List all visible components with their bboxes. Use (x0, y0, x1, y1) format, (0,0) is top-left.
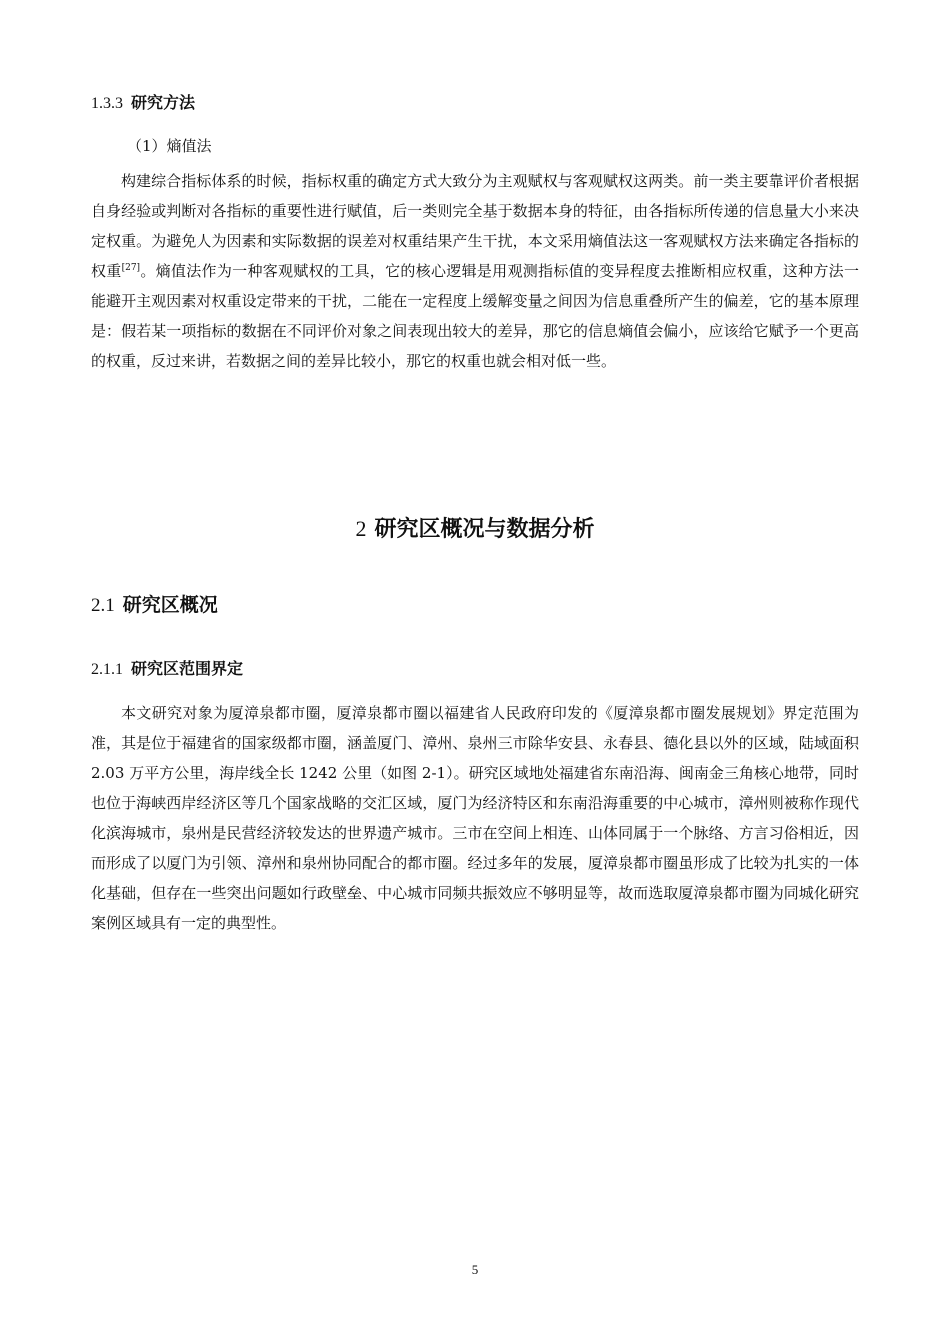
section-heading-2-1-1 (91, 659, 243, 680)
subsection-label-entropy: （1）熵值法 (127, 137, 212, 155)
paragraph-text: 构建综合指标体系的时候，指标权重的确定方式大致分为主观赋权与客观赋权这两类。前一类主要靠评价者根据自身经验或判断对各指标的重要性进行赋值，后一类则完全基于数据本身的特征，由各指标所传递的信息量大小来决定权重。为避免人为因素和实际数据的误差对权重结果产生干扰，本文采用熵值法这一客观赋权方法来确定各指标的权重 (91, 172, 859, 280)
section-number: 2.1.1 (91, 661, 123, 678)
section-title: 研究区概况 (122, 594, 218, 616)
section-heading-1-3-3 (91, 93, 195, 114)
section-title: 研究区范围界定 (131, 659, 244, 678)
section-number: 1.3.3 (91, 95, 123, 112)
paragraph-text: 。熵值法作为一种客观赋权的工具，它的核心逻辑是用观测指标值的变异程度去推断相应权重，这种方法一能避开主观因素对权重设定带来的干扰，二能在一定程度上缓解变量之间因为信息重叠所产生的偏差，它的基本原理是：假若某一项指标的数据在不同评价对象之间表现出较大的差异，那它的信息熵值会偏小，应该给它赋予一个更高的权重，反过来讲，若数据之间的差异比较小，那它的权重也就会相对低一些。 (91, 262, 859, 370)
paragraph-entropy-method (91, 166, 859, 376)
section-number: 2.1 (91, 595, 115, 616)
chapter-title: 研究区概况与数据分析 (374, 517, 595, 542)
citation-ref: [27] (121, 263, 141, 273)
section-heading-2-1 (91, 592, 218, 619)
chapter-heading-2 (0, 514, 950, 545)
paragraph-study-area: 本文研究对象为厦漳泉都市圈，厦漳泉都市圈以福建省人民政府印发的《厦漳泉都市圈发展规划》界定范围为准，其是位于福建省的国家级都市圈，涵盖厦门、漳州、泉州三市除华安县、永春县、德化县以外的区域，陆域面积 2.03 万平方公里，海岸线全长 1242 公里（如图 2-1）。研究区域地处福建省东南沿海、闽南金三角核心地带，同时也位于海峡西岸经济区等几个国家战略的交汇区域，厦门为经济特区和东南沿海重要的中心城市，漳州则被称作现代化滨海城市，泉州是民营经济较发达的世界遗产城市。三市在空间上相连、山体同属于一个脉络、方言习俗相近，因而形成了以厦门为引领、漳州和泉州协同配合的都市圈。经过多年的发展，厦漳泉都市圈虽形成了比较为扎实的一体化基础，但存在一些突出问题如行政壁垒、中心城市同频共振效应不够明显等，故而选取厦漳泉都市圈为同城化研究案例区域具有一定的典型性。 (91, 704, 859, 932)
page-number: 5 (471, 1262, 479, 1277)
section-title: 研究方法 (131, 93, 196, 112)
chapter-number: 2 (355, 516, 367, 541)
